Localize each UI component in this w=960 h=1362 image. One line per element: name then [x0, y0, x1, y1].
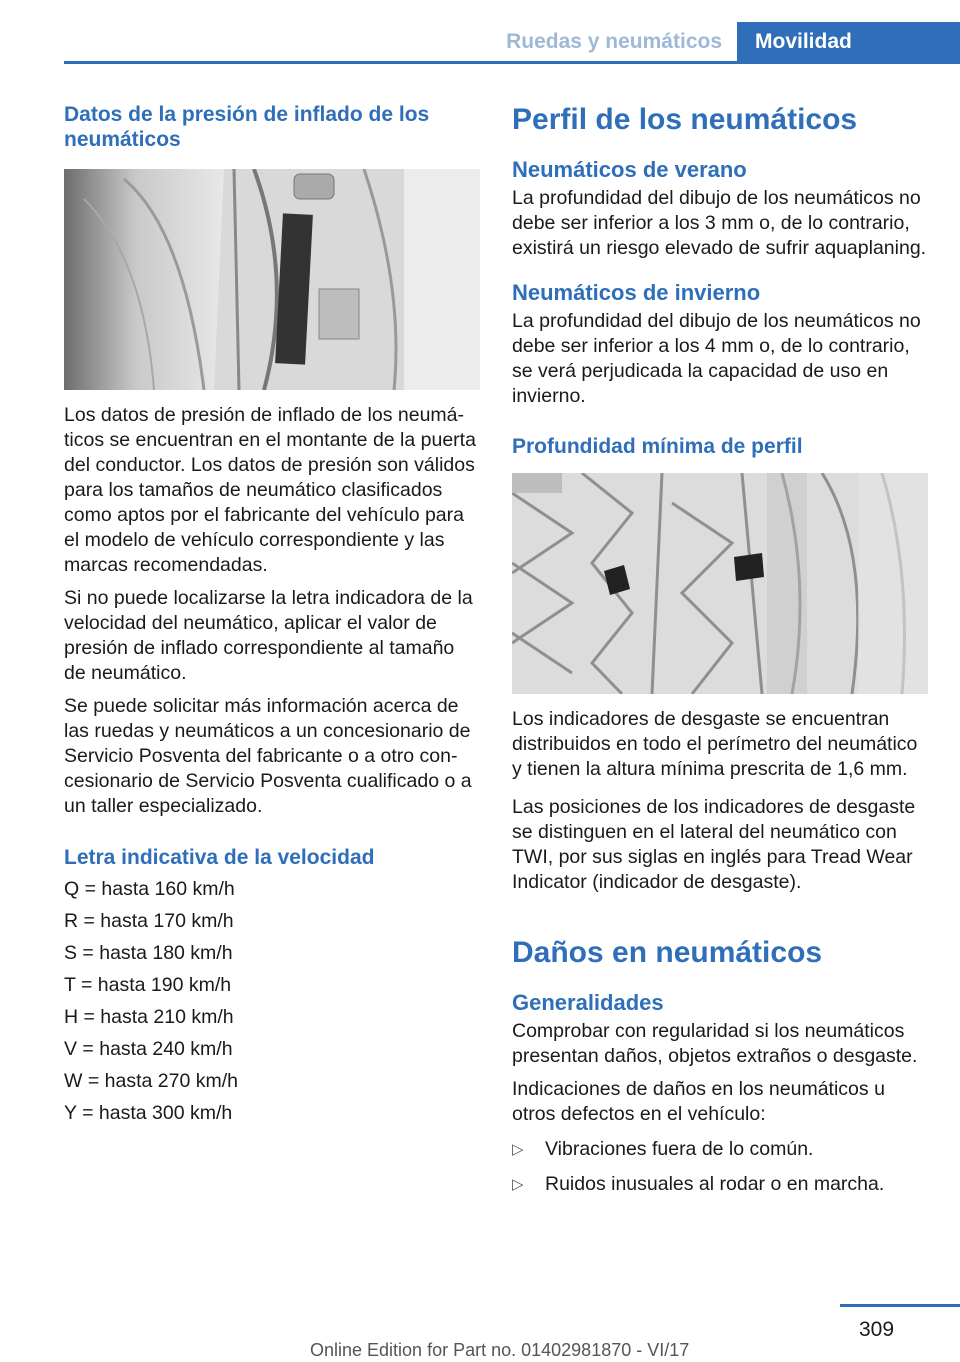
- header-rule: [64, 61, 960, 64]
- inflation-paragraph-2: Si no puede localizarse la letra indicadora de la velocidad del neumático, aplicar el valor de presión de inflado correspondiente al tamaño de neumático.: [64, 587, 473, 684]
- tread-wear-indicator-image: [512, 473, 928, 694]
- heading-general: Generalidades: [512, 990, 664, 1015]
- footer-rule: [840, 1304, 960, 1307]
- speed-list: [64, 877, 480, 1126]
- speed-item: R = hasta 170 km/h: [64, 910, 234, 932]
- damage-list: [512, 1137, 928, 1197]
- list-item: [512, 1137, 928, 1162]
- min-profile-text-1: Los indicadores de desgaste se encuentran distribuidos en todo el perímetro del neumático y tienen la altura mínima prescrita de 1,6 mm.: [512, 708, 918, 780]
- inflation-paragraph-1: Los datos de presión de inflado de los neumáticos se encuentran en el montante de la puerta del conductor. Los datos de presión son válidos para los tamaños de neumático clasificados como aptos por el fabricante del vehículo para el modelo de vehículo correspondiente y las marcas recomendadas.: [64, 404, 476, 576]
- speed-item: W = hasta 270 km/h: [64, 1070, 238, 1092]
- triangle-bullet-icon: ▷: [512, 1176, 524, 1193]
- general-text-2: Indicaciones de daños en los neumáticos u otros defectos en el vehículo:: [512, 1078, 885, 1125]
- left-column: [64, 102, 480, 1133]
- door-pillar-image: [64, 169, 480, 390]
- general-text-1: Comprobar con regularidad si los neumáticos presentan daños, objetos extraños o desgaste.: [512, 1020, 918, 1067]
- heading-summer-tires: Neumáticos de verano: [512, 157, 747, 182]
- heading-min-profile: Profundidad mínima de perfil: [512, 435, 803, 458]
- list-item-text: Vibraciones fuera de lo común.: [545, 1138, 814, 1160]
- edition-note: Online Edition for Part no. 01402981870 - VI/17: [310, 1340, 690, 1360]
- speed-item: T = hasta 190 km/h: [64, 974, 232, 996]
- heading-tire-damage: Daños en neumáticos: [512, 936, 823, 969]
- list-item-text: Ruidos inusuales al rodar o en marcha.: [545, 1173, 885, 1195]
- triangle-bullet-icon: ▷: [512, 1141, 524, 1158]
- right-column: [512, 102, 928, 1197]
- summer-tires-text: La profundidad del dibujo de los neumáticos no debe ser inferior a los 3 mm o, de lo contrario, existirá un riesgo elevado de sufrir aquaplaning.: [512, 187, 927, 259]
- heading-speed-letter: Letra indicativa de la velocidad: [64, 846, 375, 869]
- heading-winter-tires: Neumáticos de invierno: [512, 280, 761, 305]
- speed-item: S = hasta 180 km/h: [64, 942, 233, 964]
- list-item: [512, 1172, 928, 1197]
- speed-item: Q = hasta 160 km/h: [64, 878, 235, 900]
- heading-tire-profile: Perfil de los neumáticos: [512, 103, 858, 136]
- winter-tires-text: La profundidad del dibujo de los neumáticos no debe ser inferior a los 4 mm o, de lo contrario, se verá perjudicada la capacidad de uso en invierno.: [512, 310, 921, 407]
- inflation-paragraph-3: Se puede solicitar más información acerca de las ruedas y neumáticos a un concesionario de Servicio Posventa del fabricante o a otro concesionario de Servicio Posventa cualificado o a un taller especializado.: [64, 695, 472, 817]
- speed-item: V = hasta 240 km/h: [64, 1038, 233, 1060]
- heading-inflation-data: Datos de la presión de inflado de los neumáticos: [64, 103, 430, 151]
- header-chapter-tab: Movilidad: [737, 22, 960, 62]
- header-section-title: Ruedas y neumáticos: [506, 30, 722, 53]
- speed-item: H = hasta 210 km/h: [64, 1006, 234, 1028]
- min-profile-text-2: Las posiciones de los indicadores de desgaste se distinguen en el lateral del neumático con TWI, por sus siglas en inglés para Tread Wear Indicator (indicador de desgaste).: [512, 796, 916, 893]
- page-number: 309: [859, 1318, 895, 1341]
- speed-item: Y = hasta 300 km/h: [64, 1102, 233, 1124]
